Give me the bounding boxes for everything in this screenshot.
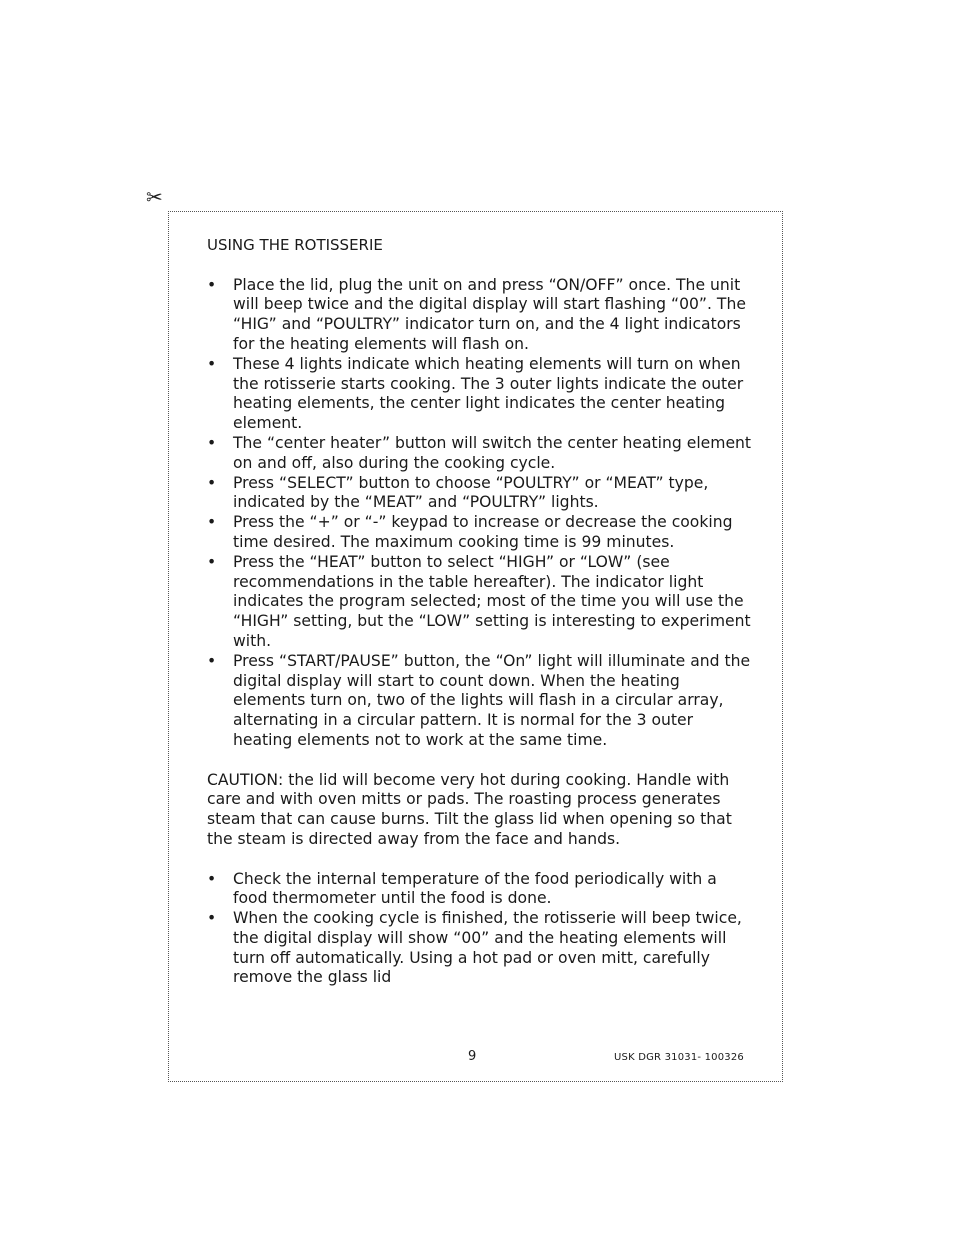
list-item: • Press “SELECT” button to choose “POULTRY” or “MEAT” type, indicated by the “MEAT” and “POULTRY” lights. — [207, 473, 709, 512]
list-item: • When the cooking cycle is finished, the rotisserie will beep twice, the digital display will show “00” and the heating elements will turn off automatically. Using a hot pad or oven mitt, carefully remove the glass lid — [207, 909, 742, 987]
list-item: • Press “START/PAUSE” button, the “On” light will illuminate and the digital display will start to count down. When the heating elements turn on, two of the lights will flash in a circular array, alternating in a circular pattern. It is normal for the 3 outer heating elements not to work at the same time. — [207, 651, 751, 749]
scissors-icon: ✂ — [146, 185, 163, 209]
instructions-body — [207, 236, 752, 988]
list-item: • Place the lid, plug the unit on and press “ON/OFF” once. The unit will beep twice and the digital display will start flashing “00”. The “HIG” and “POULTRY” indicator turn on, and the 4 light indicators for the heating elements will flash on. — [207, 275, 746, 353]
caution-paragraph: CAUTION: the lid will become very hot during cooking. Handle with care and with oven mitts or pads. The roasting process generates steam that can cause burns. Tilt the glass lid when opening so that the steam is directed away from the face and hands. — [207, 770, 732, 848]
bullet: • — [207, 433, 217, 452]
document-code: USK DGR 31031- 100326 — [614, 1052, 744, 1063]
list-item: • Press the “+” or “-” keypad to increase or decrease the cooking time desired. The maximum cooking time is 99 minutes. — [207, 513, 733, 551]
bullet: • — [207, 651, 217, 670]
list-item: • Press the “HEAT” button to select “HIGH” or “LOW” (see recommendations in the table hereafter). The indicator light indicates the program selected; most of the time you will use the “HIGH” setting, but the “LOW” setting is interesting to experiment with. — [207, 552, 751, 650]
bullet: • — [207, 513, 217, 532]
list-item: • Check the internal temperature of the food periodically with a food thermometer until the food is done. — [207, 869, 717, 908]
bullet: • — [207, 354, 217, 373]
final-steps-list — [207, 870, 752, 989]
bullet: • — [207, 909, 217, 928]
bullet: • — [207, 473, 217, 492]
bullet: • — [207, 552, 217, 571]
page-number: 9 — [468, 1049, 477, 1064]
bullet: • — [207, 869, 217, 888]
steps-list — [207, 276, 752, 751]
bullet: • — [207, 275, 217, 294]
section-heading: USING THE ROTISSERIE — [207, 236, 383, 254]
list-item: • These 4 lights indicate which heating elements will turn on when the rotisserie starts cooking. The 3 outer lights indicate the outer heating elements, the center light indicates the center heating element. — [207, 354, 744, 433]
list-item: • The “center heater” button will switch the center heating element on and off, also during the cooking cycle. — [207, 433, 752, 472]
